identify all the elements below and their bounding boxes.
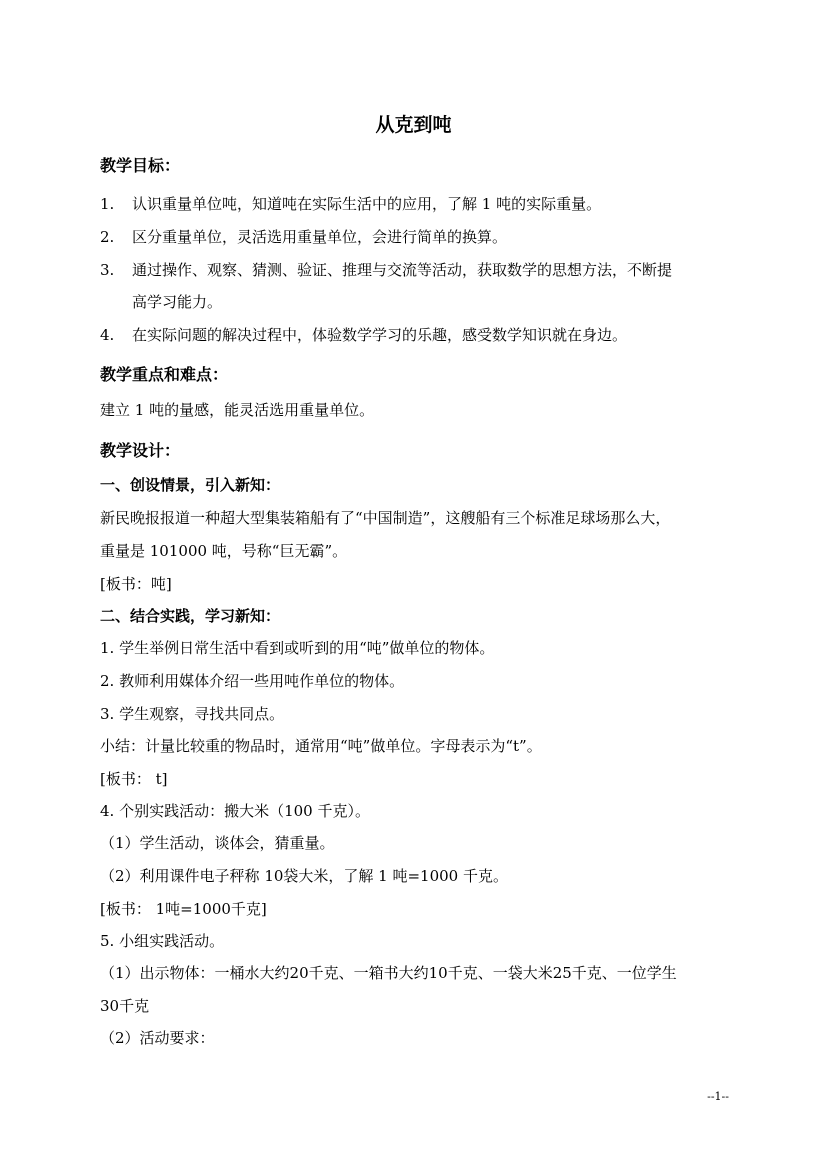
objective-item (100, 193, 601, 214)
keypoints-heading: 教学重点和难点： (100, 365, 229, 384)
section2-line: 4. 个别实践活动：搬大米（100 千克）。 (100, 802, 370, 820)
objective-text: 在实际问题的解决过程中，体验数学学习的乐趣，感受数学知识就在身边。 (132, 326, 628, 344)
objective-number: 4. (100, 326, 115, 344)
section2-line: （1）出示物体：一桶水大约20千克、一箱书大约10千克、一袋大米25千克、一位学生 (100, 964, 677, 982)
objective-item-continuation (100, 291, 222, 312)
section2-line: [板书： 1吨=1000千克] (100, 900, 267, 918)
section2-line: （1）学生活动，谈体会，猜重量。 (100, 834, 335, 852)
section2-heading: 二、结合实践，学习新知： (100, 607, 281, 625)
objective-text: 通过操作、观察、猜测、验证、推理与交流等活动，获取数学的思想方法，不断提 (132, 261, 673, 279)
section2-line: 2. 教师利用媒体介绍一些用吨作单位的物体。 (100, 672, 405, 690)
objective-text: 区分重量单位，灵活选用重量单位，会进行简单的换算。 (132, 228, 508, 246)
objective-number: 2. (100, 228, 115, 246)
objective-item (100, 226, 507, 247)
section2-line: 3. 学生观察，寻找共同点。 (100, 705, 285, 723)
section2-line: 1. 学生举例日常生活中看到或听到的用“吨”做单位的物体。 (100, 639, 495, 657)
section2-line: 5. 小组实践活动。 (100, 932, 225, 950)
objectives-heading: 教学目标： (100, 156, 181, 175)
section2-line: （2）活动要求： (100, 1029, 215, 1047)
section2-line: [板书： t] (100, 770, 168, 788)
section1-line: 新民晚报报道一种超大型集装箱船有了“中国制造”，这艘船有三个标准足球场那么大， (100, 509, 671, 527)
page-number: --1-- (707, 1090, 729, 1103)
objective-item (100, 259, 672, 280)
section2-line: 30千克 (100, 997, 150, 1015)
objective-number: 3. (100, 261, 115, 279)
objective-text: 高学习能力。 (132, 293, 223, 311)
objective-item (100, 324, 627, 345)
section1-line: [板书：吨] (100, 575, 172, 593)
objective-text: 认识重量单位吨，知道吨在实际生活中的应用，了解 1 吨的实际重量。 (132, 195, 602, 213)
section1-heading: 一、创设情景，引入新知： (100, 476, 281, 494)
section1-line: 重量是 101000 吨，号称“巨无霸”。 (100, 542, 348, 560)
document-title: 从克到吨 (375, 114, 452, 136)
design-heading: 教学设计： (100, 441, 181, 460)
section2-line: 小结：计量比较重的物品时，通常用“吨”做单位。字母表示为“t”。 (100, 737, 542, 755)
section2-line: （2）利用课件电子秤称 10袋大米，了解 1 吨=1000 千克。 (100, 867, 508, 885)
keypoints-text: 建立 1 吨的量感，能灵活选用重量单位。 (100, 401, 375, 419)
objective-number: 1. (100, 195, 115, 213)
